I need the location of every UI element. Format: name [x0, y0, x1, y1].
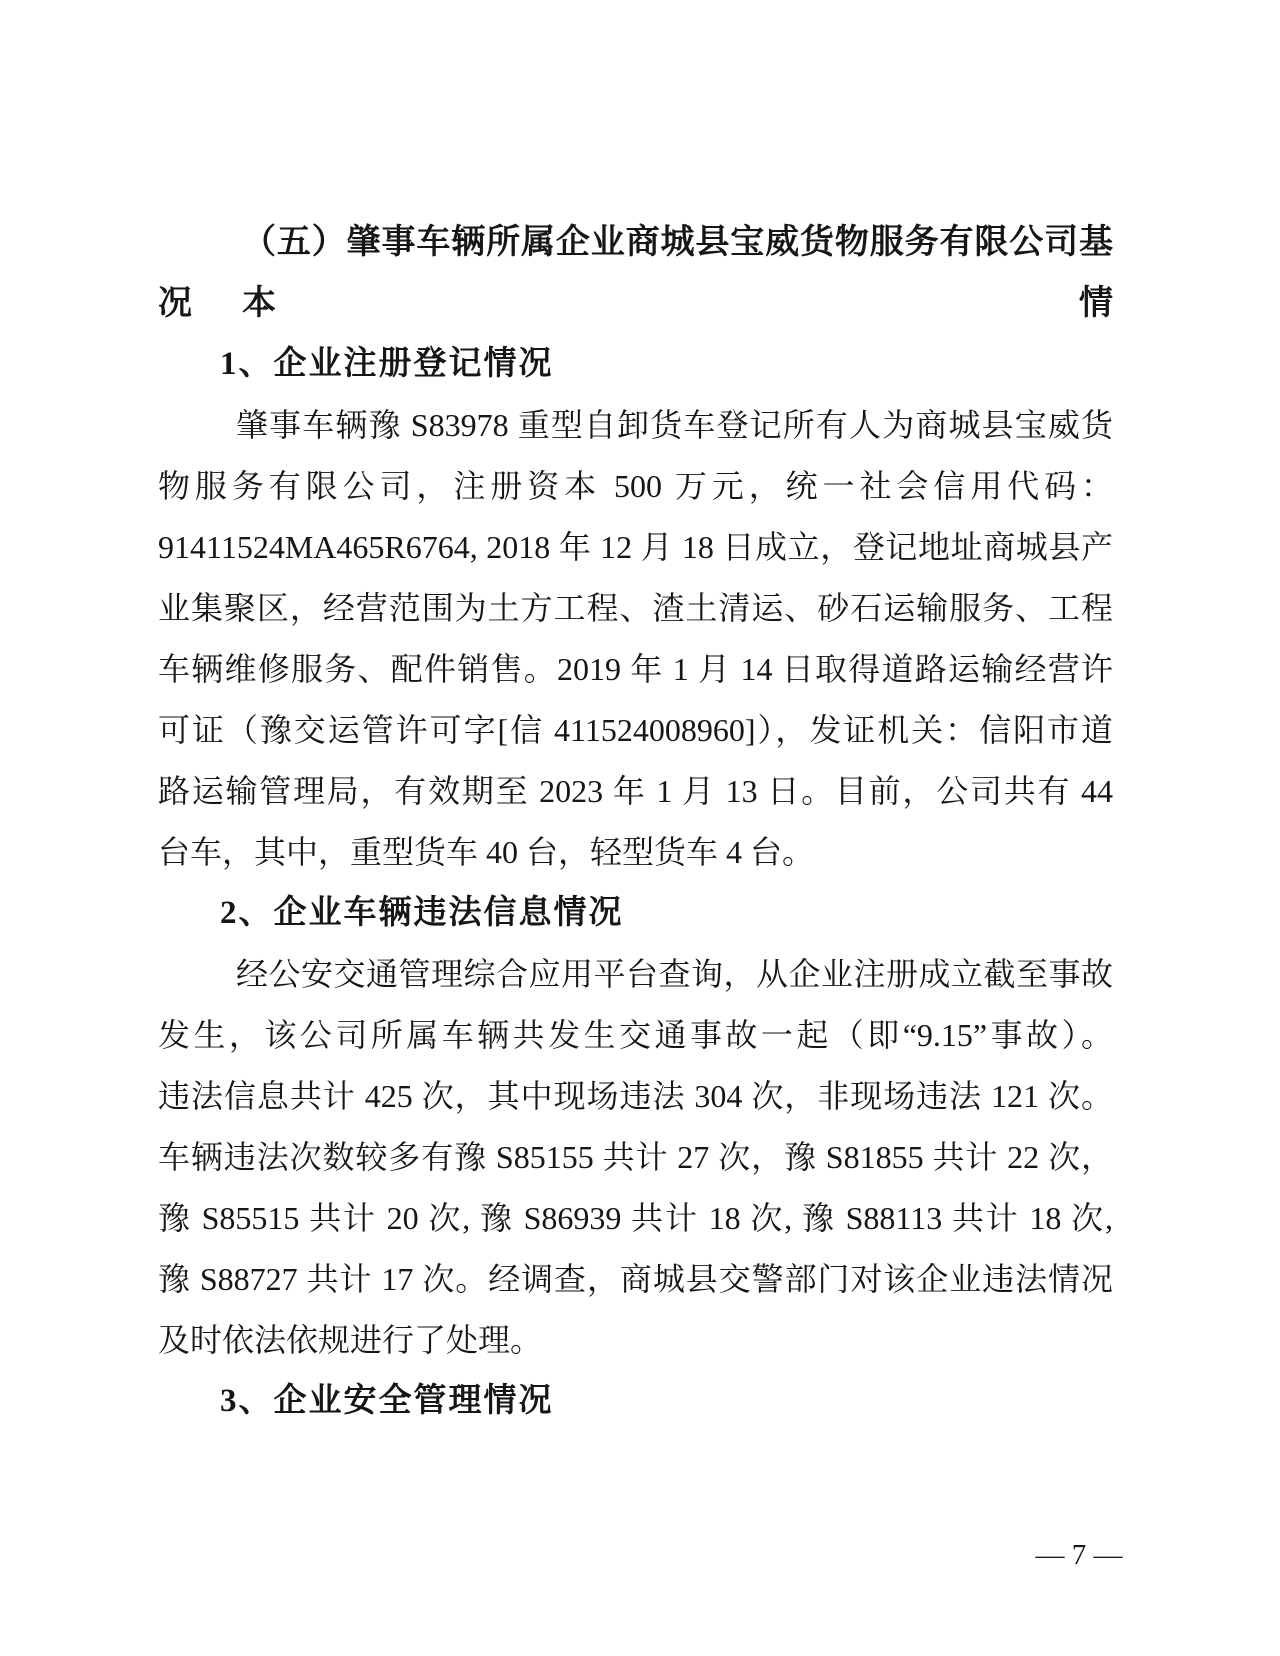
paragraph-registration-line: 车辆维修服务、配件销售。2019 年 1 月 14 日取得道路运输经营许 — [158, 651, 1113, 687]
paragraph-registration-line: 肇事车辆豫 S83978 重型自卸货车登记所有人为商城县宝威货 — [236, 407, 1113, 443]
paragraph-violations-line: 车辆违法次数较多有豫 S85155 共计 27 次，豫 S81855 共计 22 次， — [158, 1139, 1113, 1175]
paragraph-registration-line: 物服务有限公司，注册资本 500 万元，统一社会信用代码： — [158, 468, 1113, 504]
document-body — [158, 212, 1113, 1432]
paragraph-violations-line: 豫 S88727 共计 17 次。经调查，商城县交警部门对该企业违法情况 — [158, 1261, 1113, 1297]
paragraph-registration-line: 可证（豫交运管许可字[信 411524008960]），发证机关：信阳市道 — [158, 712, 1113, 748]
subheading-violations: 2、企业车辆违法信息情况 — [220, 895, 624, 931]
paragraph-violations-line: 违法信息共计 425 次，其中现场违法 304 次，非现场违法 121 次。 — [158, 1078, 1113, 1114]
paragraph-violations-line: 豫 S85515 共计 20 次, 豫 S86939 共计 18 次, 豫 S88113 共计 18 次, — [158, 1200, 1113, 1236]
paragraph-registration-line: 路运输管理局，有效期至 2023 年 1 月 13 日。目前，公司共有 44 — [158, 773, 1113, 809]
section-heading-line-1: （五）肇事车辆所属企业商城县宝威货物服务有限公司基本情 — [242, 224, 1113, 322]
subheading-safety: 3、企业安全管理情况 — [220, 1383, 554, 1419]
paragraph-registration-line: 91411524MA465R6764, 2018 年 12 月 18 日成立，登记地址商城县产 — [158, 529, 1113, 565]
page-number: — 7 — — [1035, 1539, 1123, 1571]
paragraph-violations-line: 经公安交通管理综合应用平台查询，从企业注册成立截至事故 — [236, 956, 1113, 992]
paragraph-registration-line: 台车，其中，重型货车 40 台，轻型货车 4 台。 — [158, 834, 815, 870]
paragraph-violations-line: 发生，该公司所属车辆共发生交通事故一起（即“9.15”事故）。 — [158, 1017, 1113, 1053]
section-heading-line-2: 况 — [158, 285, 192, 322]
paragraph-violations-line: 及时依法依规进行了处理。 — [158, 1322, 543, 1358]
paragraph-registration-line: 业集聚区，经营范围为土方工程、渣土清运、砂石运输服务、工程 — [158, 590, 1113, 626]
subheading-registration: 1、企业注册登记情况 — [220, 346, 554, 382]
